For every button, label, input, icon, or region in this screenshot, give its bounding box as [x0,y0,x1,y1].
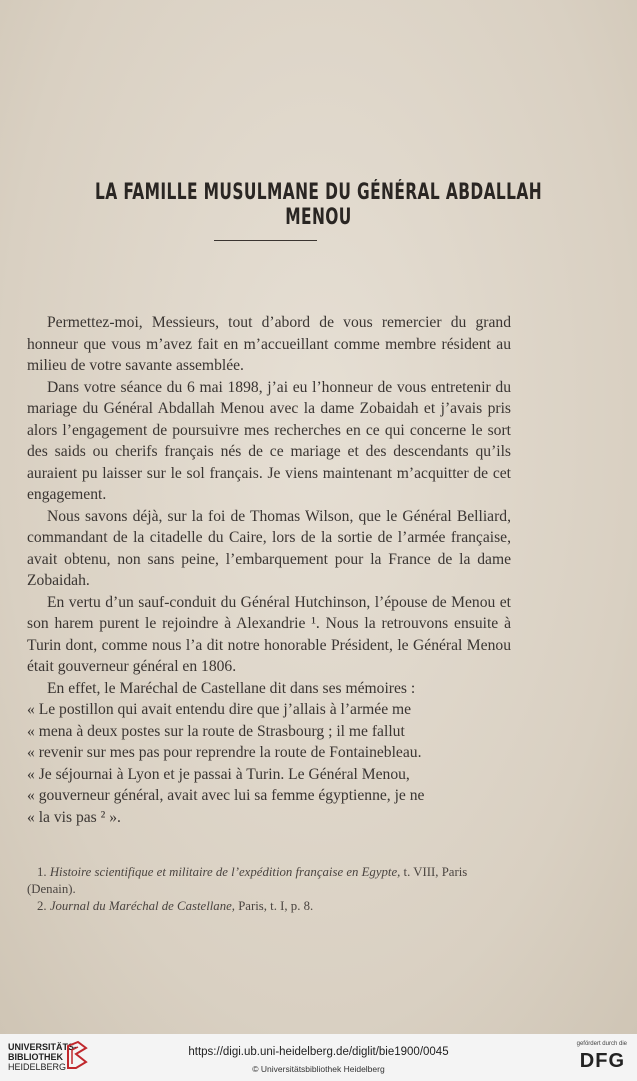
paragraph: En effet, le Maréchal de Castellane dit dans ses mémoires : [47,679,416,697]
copyright-notice: © Universitätsbibliothek Heidelberg [252,1064,385,1074]
body-text [27,312,511,828]
quote-line: « Le postillon qui avait entendu dire que j’allais à l’armée me [27,701,412,718]
footnote-number: 2. [37,899,47,913]
footnote [27,898,511,915]
footnote [27,864,511,898]
paragraph: Permettez-moi, Messieurs, tout d’abord de vous remercier du grand honneur que vous m’avez fait en m’accueillant comme membre résident au milieu de votre savante assemblée. [27,314,511,374]
page-title: LA FAMILLE MUSULMANE DU GÉNÉRAL ABDALLAH MENOU [94,180,543,230]
footnote-title: Journal du Maréchal de Castellane, [49,899,235,913]
footnote-details: Paris, t. I, p. 8. [238,899,314,913]
dfg-logo: DFG [579,1050,625,1072]
quote-line: « revenir sur mes pas pour reprendre la route de Fontainebleau. [27,744,422,761]
library-logo-text: UNIVERSITÄTS- BIBLIOTHEK HEIDELBERG [8,1042,78,1072]
viewer-footer [0,1034,637,1081]
paragraph: Dans votre séance du 6 mai 1898, j’ai eu l’honneur de vous entretenir du mariage du Général Abdallah Menou avec la dame Zobaidah et j’avais pris alors l’engagement de poursuivre mes recherches en ce qui concerne le sort des saids ou cherifs français nés de ce mariage et des descendants qu’ils auraient pu laisser sur le sol français. Je viens maintenant m’acquitter de cet engagement. [27,378,511,503]
funder-caption: gefördert durch die [576,1041,627,1047]
paragraph: En vertu d’un sauf-conduit du Général Hutchinson, l’épouse de Menou et son harem purent le rejoindre à Alexandrie ¹. Nous la retrouvons ensuite à Turin dont, comme nous l’a dit notre honorable Président, le Général Menou était gouverneur général en 1806. [27,593,511,675]
permalink-url[interactable]: https://digi.ub.uni-heidelberg.de/diglit/bie1900/0045 [188,1046,449,1058]
paragraph: Nous savons déjà, sur la foi de Thomas Wilson, que le Général Belliard, commandant de la citadelle du Caire, lors de la sortie de l’armée française, avait obtenu, non sans peine, l’embarquement pour la France de la dame Zobaidah. [27,507,511,589]
quote-line: « Je séjournai à Lyon et je passai à Turin. Le Général Menou, [27,765,410,783]
footnote-title: Histoire scientifique et militaire de l’expédition française en Egypte, [49,865,401,879]
footnotes [27,864,511,915]
quote-line: « mena à deux postes sur la route de Strasbourg ; il me fallut [27,722,405,740]
footnote-details: t. VIII, Paris (Denain). [27,865,468,896]
quote-line: « la vis pas ² ». [27,808,121,826]
footnote-number: 1. [37,865,47,879]
quote-line: « gouverneur général, avait avec lui sa femme égyptienne, je ne [27,787,425,804]
title-rule [214,240,317,241]
